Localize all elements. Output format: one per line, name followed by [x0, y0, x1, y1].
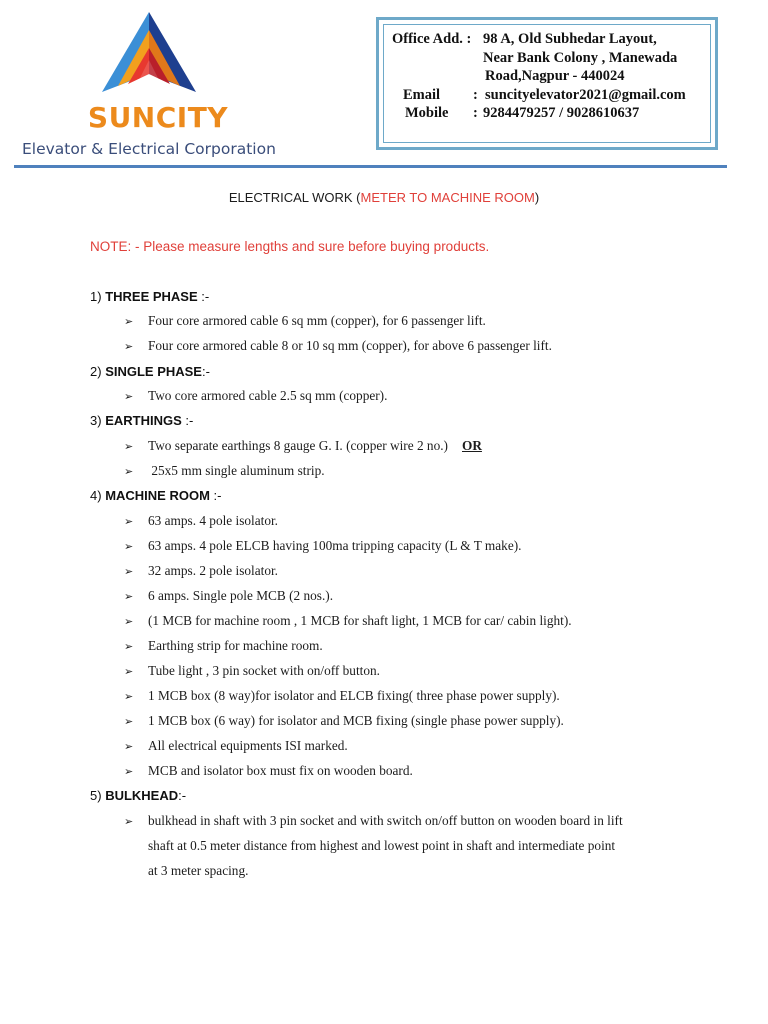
- office-address-line-3: Road,Nagpur - 440024: [485, 68, 625, 84]
- office-address-line-1: 98 A, Old Subhedar Layout,: [483, 31, 657, 47]
- list-item: [124, 814, 623, 827]
- bullet-arrow-icon: ➢: [124, 765, 134, 778]
- list-item: [124, 739, 348, 752]
- list-item: [124, 514, 278, 527]
- bullet-arrow-icon: ➢: [124, 715, 134, 728]
- bullet-arrow-icon: ➢: [124, 565, 134, 578]
- list-item-text: MCB and isolator box must fix on wooden board.: [148, 763, 413, 778]
- list-item-text: All electrical equipments ISI marked.: [148, 738, 348, 753]
- section-suffix: :-: [209, 488, 222, 503]
- mobile-separator: :: [473, 105, 478, 121]
- section-heading-single-phase: [90, 365, 210, 378]
- section-title: EARTHINGS: [105, 413, 182, 428]
- list-item: [124, 764, 413, 777]
- list-item: [124, 339, 552, 352]
- section-heading-three-phase: [90, 290, 209, 303]
- list-item: [124, 664, 380, 677]
- bullet-arrow-icon: ➢: [124, 390, 134, 403]
- list-item-text: Tube light , 3 pin socket with on/off button.: [148, 663, 380, 678]
- office-address-label: Office Add. :: [392, 31, 472, 47]
- bullet-arrow-icon: ➢: [124, 615, 134, 628]
- section-heading-machine-room: [90, 489, 221, 502]
- bullet-arrow-icon: ➢: [124, 540, 134, 553]
- list-item-text: Four core armored cable 8 or 10 sq mm (copper), for above 6 passenger lift.: [148, 338, 552, 353]
- section-suffix: :-: [178, 788, 187, 803]
- list-item: [124, 639, 323, 652]
- brand-name: SUNCITY: [87, 101, 229, 134]
- list-item: [124, 389, 387, 402]
- bullet-arrow-icon: ➢: [124, 665, 134, 678]
- section-number: 5): [90, 788, 102, 803]
- email-value[interactable]: suncityelevator2021@gmail.com: [485, 87, 686, 103]
- office-address-line-2: Near Bank Colony , Manewada: [483, 50, 678, 66]
- bullet-arrow-icon: ➢: [124, 690, 134, 703]
- list-item: [124, 614, 572, 627]
- list-item-text: bulkhead in shaft with 3 pin socket and with switch on/off button on wooden board in lift: [148, 813, 623, 828]
- list-item-text: Earthing strip for machine room.: [148, 638, 323, 653]
- triangle-logo-icon: [98, 12, 200, 98]
- document-title: [0, 191, 768, 204]
- email-label: Email: [403, 87, 441, 103]
- title-highlight: METER TO MACHINE ROOM: [360, 190, 535, 205]
- or-label: OR: [462, 438, 482, 453]
- section-number: 3): [90, 413, 102, 428]
- mobile-value: 9284479257 / 9028610637: [483, 105, 640, 121]
- section-title: MACHINE ROOM: [105, 488, 210, 503]
- measurement-note: NOTE: - Please measure lengths and sure before buying products.: [90, 239, 490, 254]
- list-item-text: Two separate earthings 8 gauge G. I. (copper wire 2 no.): [148, 438, 448, 453]
- email-separator: :: [473, 87, 478, 103]
- list-item: [124, 589, 333, 602]
- section-suffix: :-: [181, 413, 194, 428]
- list-item-text: 63 amps. 4 pole isolator.: [148, 513, 279, 528]
- office-address-box: [376, 17, 718, 150]
- bullet-arrow-icon: ➢: [124, 315, 134, 328]
- section-number: 1): [90, 289, 102, 304]
- list-item-text: 63 amps. 4 pole ELCB having 100ma tripping capacity (L & T make).: [148, 538, 522, 553]
- section-title: BULKHEAD: [105, 788, 179, 803]
- list-item: [124, 439, 482, 452]
- list-item-text: 32 amps. 2 pole isolator.: [148, 563, 279, 578]
- list-item-text: 6 amps. Single pole MCB (2 nos.).: [148, 588, 334, 603]
- bullet-arrow-icon: ➢: [124, 340, 134, 353]
- bullet-arrow-icon: ➢: [124, 740, 134, 753]
- bullet-arrow-icon: ➢: [124, 440, 134, 453]
- title-suffix: ): [534, 190, 540, 205]
- list-item-text: 25x5 mm single aluminum strip.: [148, 463, 325, 478]
- list-item: [124, 714, 564, 727]
- bullet-arrow-icon: ➢: [124, 465, 134, 478]
- mobile-label: Mobile: [405, 105, 449, 121]
- section-number: 4): [90, 488, 102, 503]
- section-heading-bulkhead: [90, 789, 186, 802]
- bullet-arrow-icon: ➢: [124, 590, 134, 603]
- list-item: [124, 564, 278, 577]
- section-number: 2): [90, 364, 102, 379]
- list-item: [124, 314, 486, 327]
- header-divider: [14, 165, 727, 168]
- section-title: THREE PHASE: [105, 289, 198, 304]
- list-item-continuation: shaft at 0.5 meter distance from highest and lowest point in shaft and intermediate point: [148, 838, 616, 853]
- section-heading-earthings: [90, 414, 193, 427]
- list-item-text: Four core armored cable 6 sq mm (copper), for 6 passenger lift.: [148, 313, 486, 328]
- company-logo: [22, 12, 282, 158]
- section-title: SINGLE PHASE: [105, 364, 202, 379]
- section-suffix: :-: [197, 289, 210, 304]
- section-suffix: :-: [201, 364, 210, 379]
- list-item: [124, 539, 521, 552]
- list-item-text: 1 MCB box (6 way) for isolator and MCB fixing (single phase power supply).: [148, 713, 564, 728]
- bullet-arrow-icon: ➢: [124, 515, 134, 528]
- list-item-continuation: at 3 meter spacing.: [148, 863, 249, 878]
- list-item-text: (1 MCB for machine room , 1 MCB for shaft light, 1 MCB for car/ cabin light).: [148, 613, 572, 628]
- list-item-text: 1 MCB box (8 way)for isolator and ELCB fixing( three phase power supply).: [148, 688, 560, 703]
- brand-subtitle: Elevator & Electrical Corporation: [22, 140, 276, 158]
- title-prefix: ELECTRICAL WORK (: [228, 190, 361, 205]
- bullet-arrow-icon: ➢: [124, 815, 134, 828]
- list-item-text: Two core armored cable 2.5 sq mm (copper).: [148, 388, 388, 403]
- bullet-arrow-icon: ➢: [124, 640, 134, 653]
- list-item: [124, 689, 560, 702]
- list-item: [124, 464, 325, 477]
